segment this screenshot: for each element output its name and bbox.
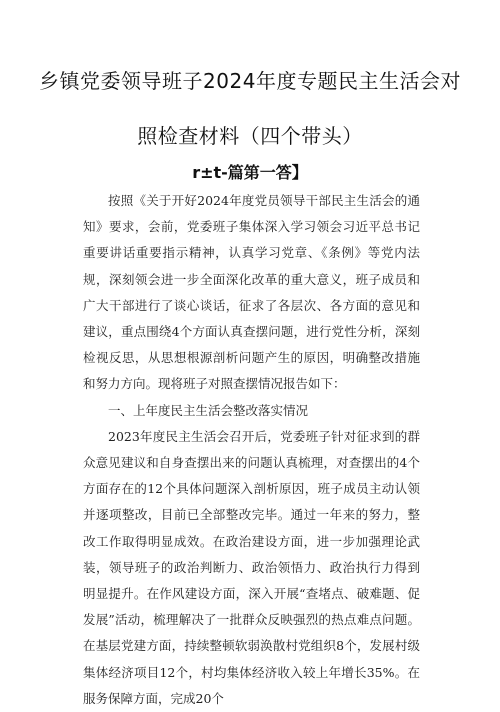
section-heading: 一、上年度民主生活会整改落实情况 <box>108 402 309 418</box>
document-subtitle: r±t-篇第一答】 <box>192 163 308 182</box>
document-title-line-1: 乡镇党委领导班子2024年度专题民主生活会对 <box>39 69 461 93</box>
document-title-line-2: 照检查材料（四个带头） <box>137 124 363 148</box>
rectification-paragraph: 2023年度民主生活会召开后，党委班子针对征求到的群众意见建议和自身查摆出来的问题认真梳理，对查摆出的4个方面存在的12个具体问题深入剖析原因，班子成员主动认领并逐项整改，目前已全部整改完毕。通过一年来的努力，整改工作取得明显成效。在政治建设方面，进一步加强理论武装，领导班子的政治判断力、政治领悟力、政治执行力得到明显提升。在作风建设方面，深入开展“查堵点、破难题、促发展”活动，梳理解决了一批群众反映强烈的热点难点问题。在基层党建方面，持续整顿软弱涣散村党组织8个，发展村级集体经济项目12个，村均集体经济收入较上年增长35%。在服务保障方面，完成20个 <box>83 428 420 706</box>
document-body <box>83 188 420 712</box>
intro-paragraph: 按照《关于开好2024年度党员领导干部民主生活会的通知》要求，会前，党委班子集体深入学习领会习近平总书记重要讲话重要指示精神，认真学习党章、《条例》等党内法规，深刻领会进一步全面深化改革的重大意义，班子成员和广大干部进行了谈心谈话，征求了各层次、各方面的意见和建议，重点围绕4个方面认真查摆问题，进行党性分析，深刻检视反思，从思想根源剖析问题产生的原因，明确整改措施和努力方向。现将班子对照查摆情况报告如下： <box>83 193 420 392</box>
